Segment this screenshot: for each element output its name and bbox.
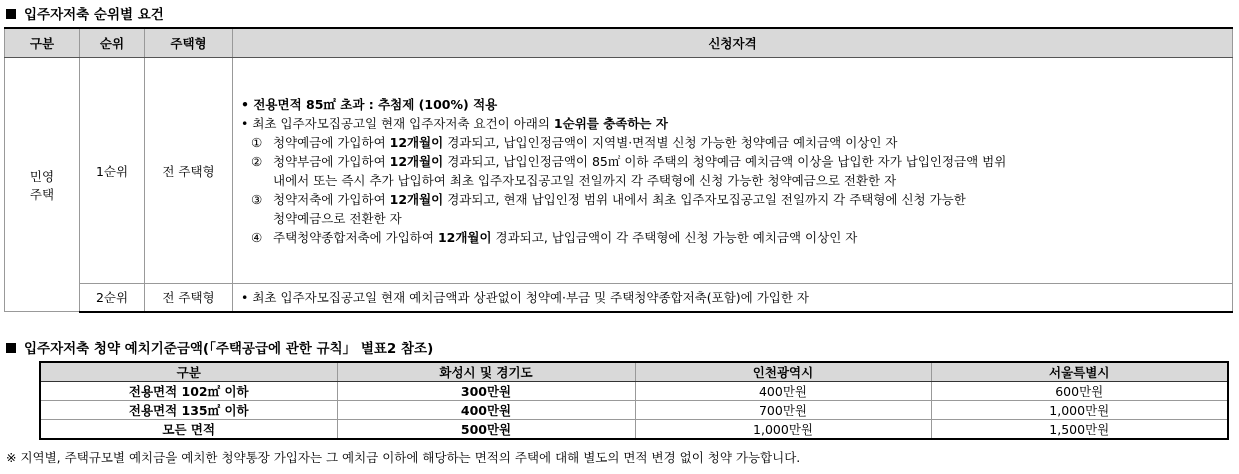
header-rank: 순위 <box>80 28 145 58</box>
amount-cell: 1,000만원 <box>635 420 931 440</box>
rank2-cell: 2순위 <box>80 284 145 312</box>
category-cell: 민영 주택 <box>5 58 80 312</box>
footnote: ※ 지역별, 주택규모별 예치금을 예치한 청약통장 가입자는 그 예치금 이하에 해당하는 면적의 주택에 대해 별도의 면적 변경 없이 청약 가능합니다. <box>6 450 801 465</box>
item-text: 경과되고, 납입인정금액이 지역별·면적별 신청 가능한 청약예금 예치금액 이상인 자 <box>443 134 898 150</box>
condition-text: • 최초 입주자모집공고일 현재 입주자저축 요건이 아래의 <box>241 115 554 131</box>
header-seoul: 서울특별시 <box>931 362 1228 382</box>
rank2-type-cell: 전 주택형 <box>145 284 233 312</box>
condition-item-2-continued: 내에서 또는 즉시 추가 납입하여 최초 입주자모집공고일 전일까지 각 주택형에 신청 가능한 청약예금으로 전환한 자 <box>273 172 897 188</box>
amount-cell: 500만원 <box>337 420 635 440</box>
condition-line <box>241 95 1226 114</box>
item-text: 청약예금에 가입하여 <box>273 134 390 150</box>
rank1-cell: 1순위 <box>80 58 145 284</box>
deposit-amount-table <box>39 361 1229 440</box>
condition-item-4 <box>241 228 1226 247</box>
item-text: 주택청약종합저축에 가입하여 <box>273 229 438 245</box>
rank1-type-cell: 전 주택형 <box>145 58 233 284</box>
item-text: 경과되고, 현재 납입인정 범위 내에서 최초 입주자모집공고일 전일까지 각 주택형에 신청 가능한 <box>443 191 966 207</box>
amount-cell: 1,000만원 <box>931 401 1228 420</box>
rank1-eligibility-cell <box>233 58 1233 284</box>
row-label: 모든 면적 <box>40 420 337 440</box>
amount-cell: 600만원 <box>931 382 1228 401</box>
area-condition-text: • 전용면적 85㎡ 초과 : 추첨제 (100%) 적용 <box>241 96 498 112</box>
condition-item-3-continued: 청약예금으로 전환한 자 <box>273 210 402 226</box>
rank-requirements-table <box>4 27 1233 313</box>
table-row <box>5 58 1233 284</box>
item-text: 청약부금에 가입하여 <box>273 153 390 169</box>
condition-item-3 <box>241 190 1226 209</box>
condition-bold-text: 1순위를 충족하는 자 <box>553 115 668 131</box>
row-label: 전용면적 102㎡ 이하 <box>40 382 337 401</box>
item-number: ③ <box>251 191 263 207</box>
amount-cell: 400만원 <box>635 382 931 401</box>
item-number: ② <box>251 153 263 169</box>
section1-title <box>6 3 164 23</box>
section1-title-text: 입주자저축 순위별 요건 <box>24 7 164 23</box>
amount-cell: 1,500만원 <box>931 420 1228 440</box>
square-bullet-icon <box>6 343 16 353</box>
header-housing-type: 주택형 <box>145 28 233 58</box>
header-category: 구분 <box>40 362 337 382</box>
table-row <box>5 284 1233 312</box>
item-bold-text: 12개월이 <box>437 229 492 245</box>
square-bullet-icon <box>6 9 16 19</box>
item-bold-text: 12개월이 <box>389 153 444 169</box>
table-row <box>40 420 1228 440</box>
row-label: 전용면적 135㎡ 이하 <box>40 401 337 420</box>
header-hwaseong-gyeonggi: 화성시 및 경기도 <box>337 362 635 382</box>
section2-title <box>6 337 433 357</box>
item-text: 청약저축에 가입하여 <box>273 191 390 207</box>
item-bold-text: 12개월이 <box>389 134 444 150</box>
item-bold-text: 12개월이 <box>389 191 444 207</box>
amount-cell: 300만원 <box>337 382 635 401</box>
condition-item-2 <box>241 152 1226 171</box>
condition-line <box>241 114 1226 133</box>
table-row <box>40 401 1228 420</box>
item-number: ④ <box>251 229 263 245</box>
condition-item-1 <box>241 133 1226 152</box>
header-incheon: 인천광역시 <box>635 362 931 382</box>
item-number: ① <box>251 134 263 150</box>
amount-cell: 400만원 <box>337 401 635 420</box>
header-category: 구분 <box>5 28 80 58</box>
amount-cell: 700만원 <box>635 401 931 420</box>
table-row <box>40 382 1228 401</box>
table-header-row <box>5 28 1233 58</box>
section2-title-text: 입주자저축 청약 예치기준금액(「주택공급에 관한 규칙」 별표2 참조) <box>24 341 434 357</box>
header-eligibility: 신청자격 <box>233 28 1233 58</box>
item-text: 경과되고, 납입인정금액이 85㎡ 이하 주택의 청약예금 예치금액 이상을 납입한 자가 납입인정금액 범위 <box>443 153 1007 169</box>
table-header-row <box>40 362 1228 382</box>
item-text: 경과되고, 납입금액이 각 주택형에 신청 가능한 예치금액 이상인 자 <box>491 229 858 245</box>
rank2-eligibility-cell: • 최초 입주자모집공고일 현재 예치금액과 상관없이 청약예·부금 및 주택청약종합저축(포함)에 가입한 자 <box>233 284 1233 312</box>
